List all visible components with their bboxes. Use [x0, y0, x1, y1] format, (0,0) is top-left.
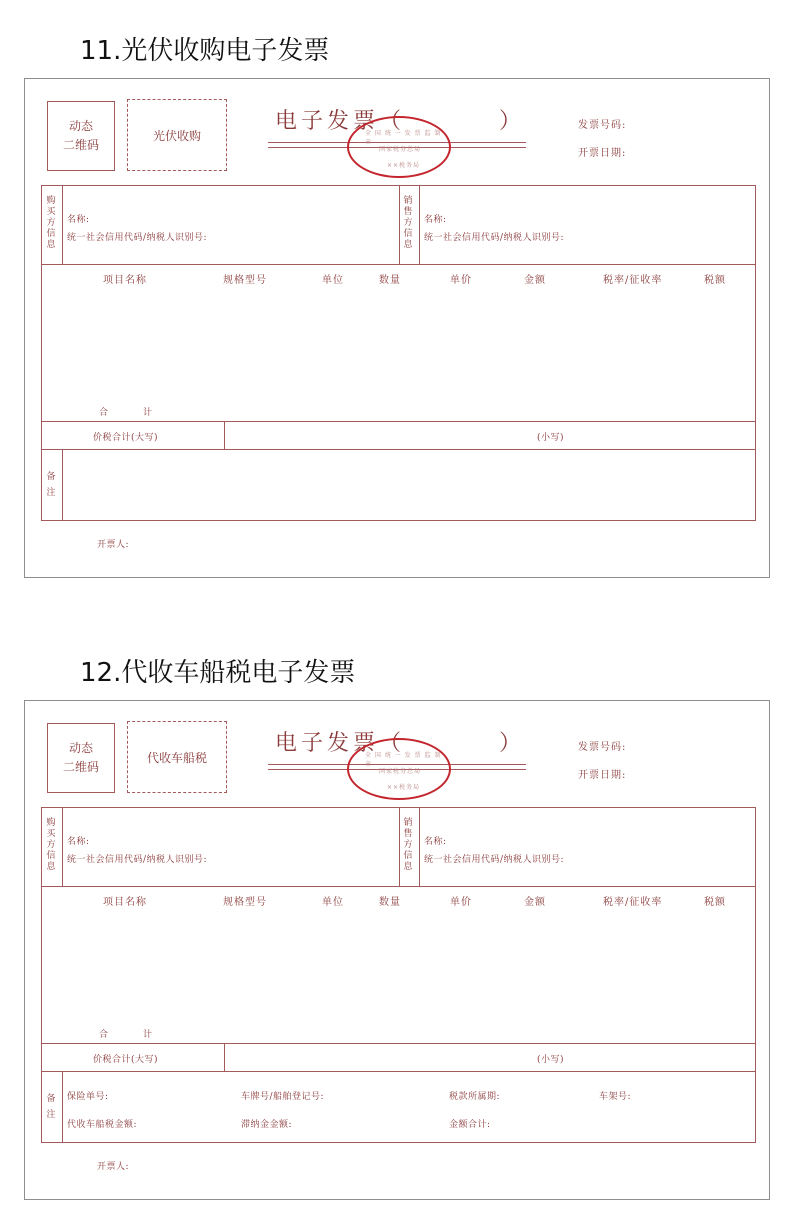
invoice-title-close: ） — [499, 109, 522, 134]
remark-vessel-tax-amount: 代收车船税金额: — [67, 1120, 138, 1130]
seal-text-2: 国家税务总局 — [379, 768, 422, 775]
issue-date-label: 开票日期: — [578, 148, 627, 159]
remark-label-divider — [62, 449, 63, 521]
seller-char: 息 — [403, 862, 413, 872]
supervision-seal-icon — [347, 116, 451, 178]
buyer-char: 息 — [46, 862, 56, 872]
seller-char: 息 — [403, 240, 413, 250]
seller-char: 方 — [403, 840, 413, 850]
invoice-type-tag: 代收车船税 — [127, 721, 227, 793]
buyer-credit-code-label: 统一社会信用代码/纳税人识别号: — [67, 233, 208, 243]
buyer-char: 购 — [46, 818, 56, 828]
col-unit-price: 单价 — [450, 275, 472, 286]
remark-frame-no: 车架号: — [599, 1092, 632, 1102]
grand-total-figures-label: (小写) — [537, 1055, 565, 1065]
seller-label-divider — [419, 185, 420, 264]
invoice-type-tag: 光伏收购 — [127, 99, 227, 171]
section-heading: 11.光伏收购电子发票 — [80, 36, 330, 66]
remark-char: 备 — [46, 472, 56, 482]
dynamic-qr-code-box — [47, 101, 115, 171]
buyer-char: 买 — [46, 207, 56, 217]
remark-late-fee-amount: 滞纳金金额: — [241, 1120, 293, 1130]
remark-label — [46, 469, 56, 501]
grand-total-figures-label: (小写) — [537, 433, 565, 443]
seller-char: 销 — [403, 818, 413, 828]
grand-total-col-divider — [224, 421, 225, 449]
seller-credit-code-label: 统一社会信用代码/纳税人识别号: — [424, 855, 565, 865]
col-amount: 金额 — [524, 897, 546, 908]
grand-total-words-label: 价税合计(大写) — [93, 433, 159, 443]
invoice-template — [25, 79, 769, 577]
invoice-title: 电子发票（ — [275, 109, 406, 134]
seller-char: 信 — [403, 851, 413, 861]
col-tax-rate: 税率/征收率 — [603, 897, 663, 908]
seller-char: 方 — [403, 218, 413, 228]
total-label-ji: 计 — [143, 1030, 153, 1040]
seller-char: 销 — [403, 196, 413, 206]
total-row-divider — [41, 1043, 756, 1044]
party-row-divider — [41, 264, 756, 265]
remark-total-amount: 金额合计: — [449, 1120, 491, 1130]
seller-info-label — [403, 196, 413, 251]
col-tax-amount: 税额 — [704, 897, 726, 908]
col-amount: 金额 — [524, 275, 546, 286]
qr-label-line2: 二维码 — [62, 760, 99, 774]
invoice-template — [25, 701, 769, 1199]
buyer-char: 信 — [46, 229, 56, 239]
grand-total-divider — [41, 449, 756, 450]
seller-info-label — [403, 818, 413, 873]
buyer-char: 方 — [46, 218, 56, 228]
remark-plate-no: 车牌号/船舶登记号: — [241, 1092, 325, 1102]
remark-label-divider — [62, 1071, 63, 1143]
issue-date-label: 开票日期: — [578, 770, 627, 781]
seller-char: 售 — [403, 207, 413, 217]
seller-name-label: 名称: — [424, 215, 447, 225]
seller-credit-code-label: 统一社会信用代码/纳税人识别号: — [424, 233, 565, 243]
buyer-char: 信 — [46, 851, 56, 861]
party-row-divider — [41, 886, 756, 887]
seller-label-divider — [419, 807, 420, 886]
grand-total-words-label: 价税合计(大写) — [93, 1055, 159, 1065]
issuer-label: 开票人: — [97, 1162, 130, 1172]
col-item-name: 项目名称 — [103, 275, 147, 286]
remark-char: 注 — [46, 488, 56, 498]
buyer-char: 方 — [46, 840, 56, 850]
party-divider — [399, 807, 400, 886]
buyer-name-label: 名称: — [67, 837, 90, 847]
remark-tax-period: 税款所属期: — [449, 1092, 501, 1102]
total-label-he: 合 — [99, 1030, 109, 1040]
col-unit: 单位 — [322, 897, 344, 908]
section-heading: 12.代收车船税电子发票 — [80, 658, 356, 688]
party-divider — [399, 185, 400, 264]
qr-label-line1: 动态 — [68, 119, 93, 133]
grand-total-divider — [41, 1071, 756, 1072]
seller-char: 售 — [403, 829, 413, 839]
col-spec: 规格型号 — [223, 897, 267, 908]
seal-text-2: 国家税务总局 — [379, 146, 422, 153]
buyer-credit-code-label: 统一社会信用代码/纳税人识别号: — [67, 855, 208, 865]
grand-total-col-divider — [224, 1043, 225, 1071]
col-quantity: 数量 — [379, 897, 401, 908]
invoice-sample-frame — [24, 700, 770, 1200]
qr-label-line2: 二维码 — [62, 138, 99, 152]
invoice-title-close: ） — [499, 731, 522, 756]
col-tax-rate: 税率/征收率 — [603, 275, 663, 286]
seal-text-3: ××税务局 — [387, 162, 421, 169]
col-spec: 规格型号 — [223, 275, 267, 286]
total-label-ji: 计 — [143, 408, 153, 418]
invoice-title: 电子发票（ — [275, 731, 406, 756]
col-quantity: 数量 — [379, 275, 401, 286]
col-unit-price: 单价 — [450, 897, 472, 908]
buyer-label-divider — [62, 807, 63, 886]
remark-insurance-policy-no: 保险单号: — [67, 1092, 109, 1102]
invoice-number-label: 发票号码: — [578, 742, 627, 753]
invoice-sample-frame — [24, 78, 770, 578]
seller-name-label: 名称: — [424, 837, 447, 847]
buyer-char: 购 — [46, 196, 56, 206]
remark-char: 备 — [46, 1094, 56, 1104]
seller-char: 信 — [403, 229, 413, 239]
buyer-char: 息 — [46, 240, 56, 250]
total-row-divider — [41, 421, 756, 422]
qr-label-line1: 动态 — [68, 741, 93, 755]
col-unit: 单位 — [322, 275, 344, 286]
invoice-number-label: 发票号码: — [578, 120, 627, 131]
seal-text-1: 全 国 统 一 发 票 监 制 章 — [365, 752, 442, 768]
seal-text-1: 全 国 统 一 发 票 监 制 章 — [365, 130, 442, 146]
buyer-info-label — [46, 196, 56, 251]
buyer-info-label — [46, 818, 56, 873]
col-item-name: 项目名称 — [103, 897, 147, 908]
col-tax-amount: 税额 — [704, 275, 726, 286]
seal-text-3: ××税务局 — [387, 784, 421, 791]
supervision-seal-icon — [347, 738, 451, 800]
remark-char: 注 — [46, 1110, 56, 1120]
total-label-he: 合 — [99, 408, 109, 418]
buyer-char: 买 — [46, 829, 56, 839]
buyer-name-label: 名称: — [67, 215, 90, 225]
remark-label — [46, 1091, 56, 1123]
buyer-label-divider — [62, 185, 63, 264]
dynamic-qr-code-box — [47, 723, 115, 793]
issuer-label: 开票人: — [97, 540, 130, 550]
